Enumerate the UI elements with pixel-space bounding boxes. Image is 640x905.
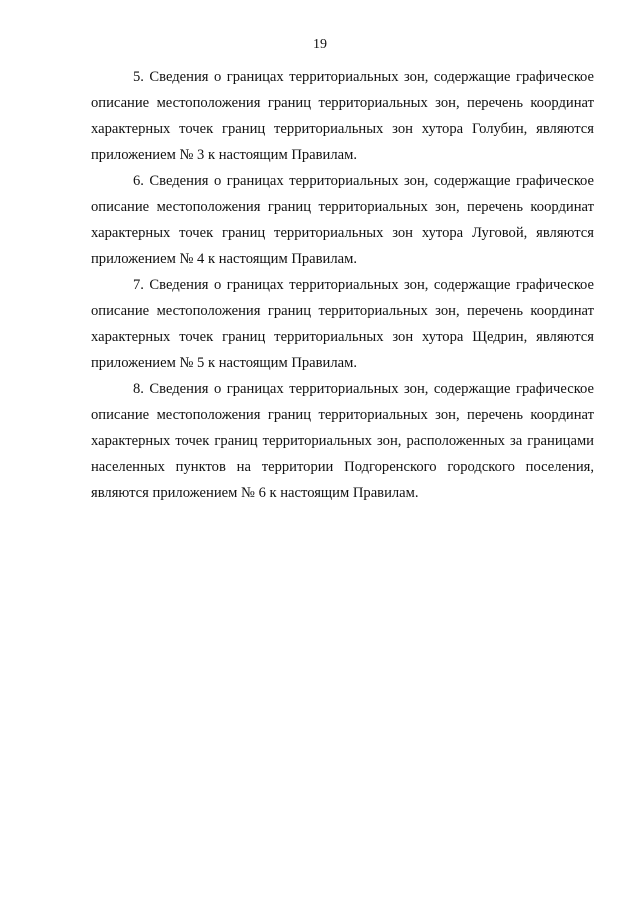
page-number: 19: [313, 37, 327, 52]
paragraph-7: 7. Сведения о границах территориальных зон, содержащие графическое описание местоположения границ территориальных зон, перечень координат характерных точек границ территориальных зон хутора Щедрин, являются приложением № 5 к настоящим Правилам.: [91, 277, 594, 371]
paragraph-5: 5. Сведения о границах территориальных зон, содержащие графическое описание местоположения границ территориальных зон, перечень координат характерных точек границ территориальных зон хутора Голубин, являются приложением № 3 к настоящим Правилам.: [91, 69, 594, 163]
paragraph-8: 8. Сведения о границах территориальных зон, содержащие графическое описание местоположения границ территориальных зон, перечень координат характерных точек границ территориальных зон, расположенных за границами населенных пунктов на территории Подгоренского городского поселения, являются приложением № 6 к настоящим Правилам.: [91, 381, 594, 501]
paragraph-6: 6. Сведения о границах территориальных зон, содержащие графическое описание местоположения границ территориальных зон, перечень координат характерных точек границ территориальных зон хутора Луговой, являются приложением № 4 к настоящим Правилам.: [91, 173, 594, 267]
document-body: [91, 64, 594, 506]
